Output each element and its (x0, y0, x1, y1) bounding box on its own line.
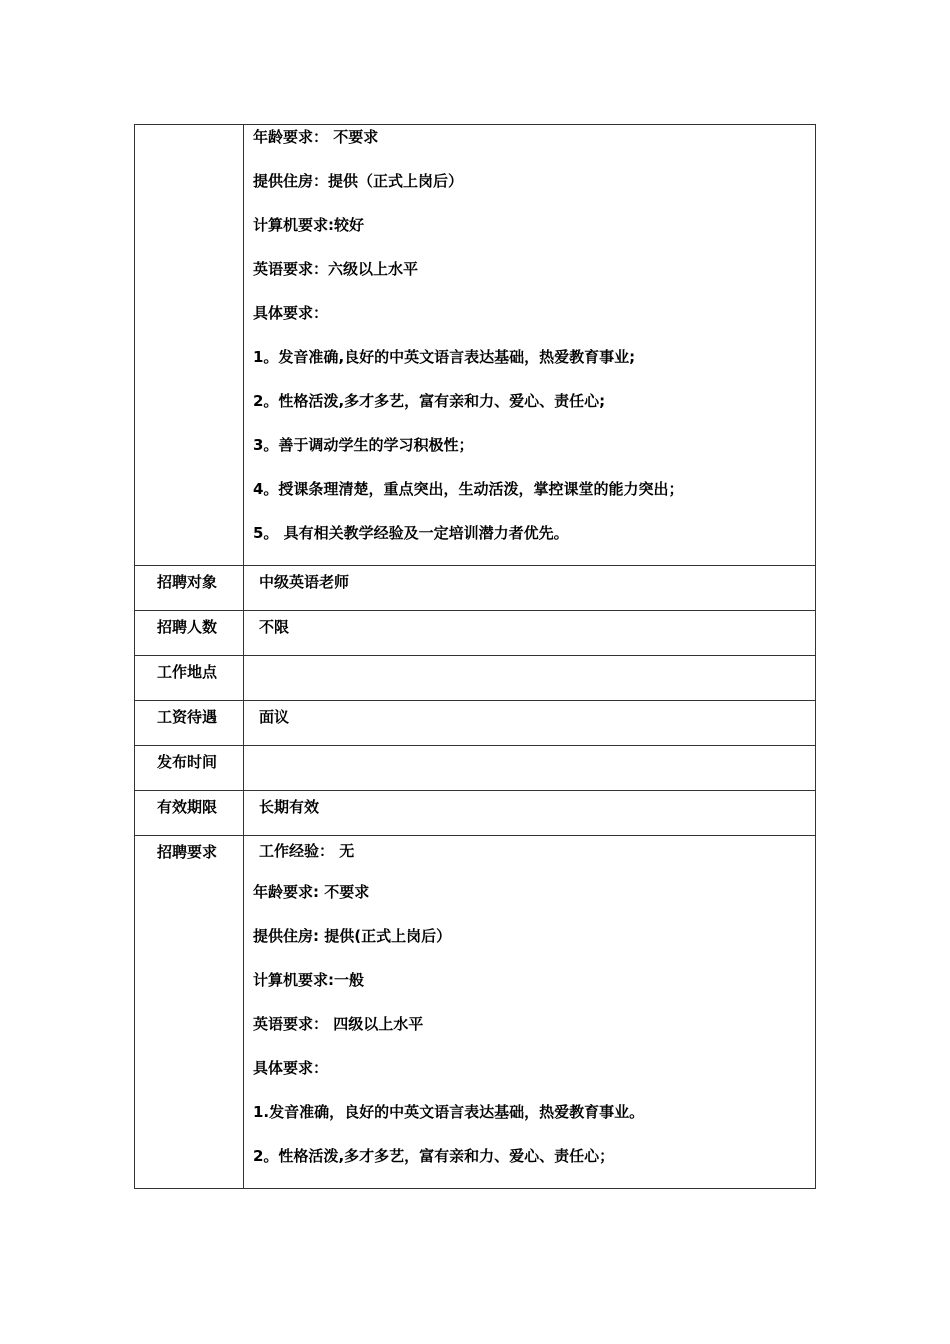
requirements-label-1 (135, 125, 243, 131)
requirement-line: 工作经验： 无 (259, 842, 355, 860)
row-label: 招聘人数 (157, 618, 218, 636)
requirements-row-1 (135, 125, 816, 566)
row-label: 发布时间 (157, 753, 218, 771)
requirement-line: 1.发音准确，良好的中英文语言表达基础，热爱教育事业。 (253, 1103, 645, 1121)
requirements-label-2: 招聘要求 (157, 843, 218, 861)
requirement-line: 计算机要求:一般 (253, 971, 364, 989)
label-cell (135, 746, 244, 791)
requirement-line: 具体要求： (253, 304, 329, 322)
value-cell (244, 701, 816, 746)
requirement-line: 提供住房: 提供(正式上岗后） (253, 927, 452, 945)
label-cell (135, 566, 244, 611)
row-value: 长期有效 (259, 798, 320, 816)
row-value (244, 656, 815, 662)
requirements-row-2 (135, 836, 816, 1189)
label-cell (135, 656, 244, 701)
value-cell (244, 566, 816, 611)
label-cell (135, 611, 244, 656)
requirement-line: 1。发音准确,良好的中英文语言表达基础，热爱教育事业; (253, 348, 636, 366)
row-label: 有效期限 (157, 798, 218, 816)
row-value: 中级英语老师 (259, 573, 350, 591)
requirement-line: 5。 具有相关教学经验及一定培训潜力者优先。 (253, 524, 569, 542)
row-label: 招聘对象 (157, 573, 218, 591)
table-row-work-location (135, 656, 816, 701)
row-value: 不限 (259, 618, 290, 636)
requirements-label-cell-2 (135, 836, 244, 1189)
table-row-publish-time (135, 746, 816, 791)
requirement-line: 英语要求： 四级以上水平 (253, 1015, 424, 1033)
recruitment-table (134, 124, 816, 1189)
requirements-content-1 (244, 125, 816, 566)
table-row-recruit-target (135, 566, 816, 611)
row-value: 面议 (259, 708, 290, 726)
requirement-line: 提供住房：提供（正式上岗后） (253, 172, 464, 190)
value-cell (244, 656, 816, 701)
requirement-line: 具体要求： (253, 1059, 329, 1077)
table-row-salary (135, 701, 816, 746)
requirements-label-cell-1 (135, 125, 244, 566)
table-row-recruit-count (135, 611, 816, 656)
requirement-line: 3。善于调动学生的学习积极性； (253, 436, 474, 454)
label-cell (135, 701, 244, 746)
value-cell (244, 746, 816, 791)
requirement-line: 英语要求：六级以上水平 (253, 260, 419, 278)
row-label: 工作地点 (157, 663, 218, 681)
requirement-line: 2。性格活泼,多才多艺，富有亲和力、爱心、责任心; (253, 392, 606, 410)
value-cell (244, 791, 816, 836)
requirement-line: 年龄要求： 不要求 (253, 128, 379, 146)
requirement-line: 2。性格活泼,多才多艺，富有亲和力、爱心、责任心； (253, 1147, 615, 1165)
requirement-line: 计算机要求:较好 (253, 216, 364, 234)
row-value (244, 746, 815, 752)
row-label: 工资待遇 (157, 708, 218, 726)
value-cell (244, 611, 816, 656)
requirements-content-2 (244, 836, 816, 1189)
table-row-validity (135, 791, 816, 836)
label-cell (135, 791, 244, 836)
requirement-line: 年龄要求: 不要求 (253, 883, 370, 901)
requirement-line: 4。授课条理清楚，重点突出，生动活泼，掌控课堂的能力突出； (253, 480, 684, 498)
